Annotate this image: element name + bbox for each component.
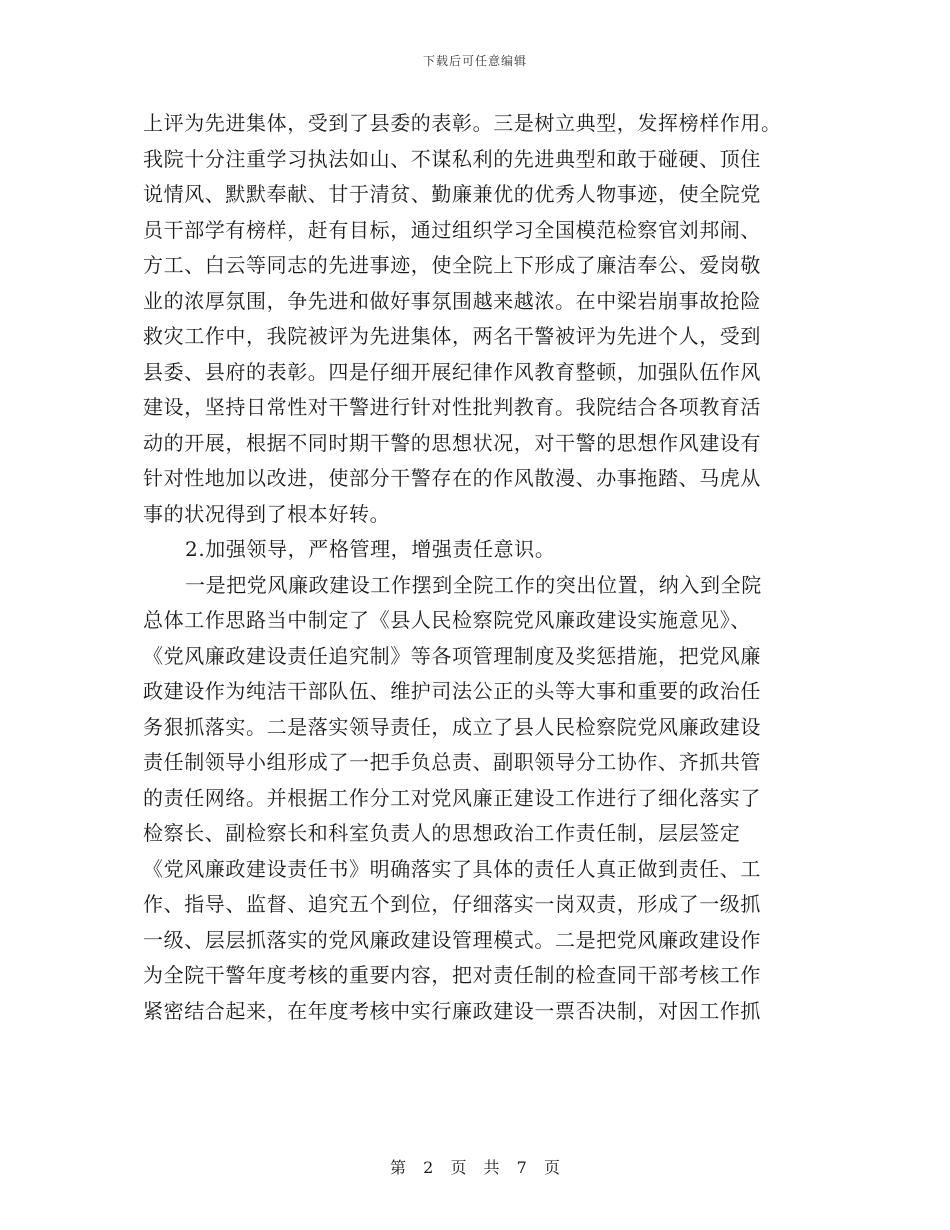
body-line: 员干部学有榜样，赶有目标，通过组织学习全国模范检察官刘邦闹、 [143, 217, 761, 242]
body-line: 《党风廉政建设责任书》明确落实了具体的责任人真正做到责任、工 [143, 856, 761, 881]
footer-prefix: 第 [390, 1158, 407, 1177]
body-line: 政建设作为纯洁干部队伍、维护司法公正的头等大事和重要的政治任 [143, 679, 761, 703]
body-line: 务狠抓落实。二是落实领导责任，成立了县人民检察院党风廉政建设 [143, 714, 761, 739]
section-heading: 2.加强领导，严格管理，增强责任意识。 [185, 537, 556, 561]
body-line: 说情风、默默奉献、甘于清贫、勤廉兼优的优秀人物事迹，使全院党 [143, 182, 761, 206]
header-note: 下载后可任意编辑 [422, 54, 527, 68]
footer-total-word: 共 [483, 1158, 500, 1177]
body-line: 上评为先进集体，受到了县委的表彰。三是树立典型，发挥榜样作用。 [143, 111, 782, 135]
body-line: 救灾工作中，我院被评为先进集体，两名干警被评为先进个人，受到 [143, 324, 761, 348]
footer-page-word: 页 [450, 1158, 467, 1177]
body-line: 为全院干警年度考核的重要内容，把对责任制的检查同干部考核工作 [143, 963, 761, 987]
page-footer [0, 1155, 950, 1178]
current-page-number: 2 [423, 1158, 434, 1177]
body-line: 检察长、副检察长和科室负责人的思想政治工作责任制，层层签定 [143, 821, 741, 845]
body-line: 作、指导、监督、追究五个到位，仔细落实一岗双责，形成了一级抓 [143, 892, 761, 916]
total-pages-number: 7 [516, 1158, 527, 1177]
body-line: 县委、县府的表彰。四是仔细开展纪律作风教育整顿，加强队伍作风 [143, 359, 761, 384]
body-line: 业的浓厚氛围，争先进和做好事氛围越来越浓。在中梁岩崩事故抢险 [143, 288, 761, 313]
body-line: 建设，坚持日常性对干警进行针对性批判教育。我院结合各项教育活 [143, 395, 761, 419]
body-line: 的责任网络。并根据工作分工对党风廉正建设工作进行了细化落实了 [143, 785, 761, 810]
body-line: 事的状况得到了根本好转。 [143, 501, 391, 526]
body-line: 责任制领导小组形成了一把手负总责、副职领导分工协作、齐抓共管 [143, 750, 761, 774]
body-line: 一级、层层抓落实的党风廉政建设管理模式。二是把党风廉政建设作 [143, 927, 761, 952]
footer-suffix: 页 [543, 1158, 560, 1177]
body-line: 一是把党风廉政建设工作摆到全院工作的突出位置，纳入到全院 [185, 572, 762, 597]
document-body [143, 106, 813, 1029]
body-line: 动的开展，根据不同时期干警的思想状况，对干警的思想作风建设有 [143, 430, 761, 455]
body-line: 我院十分注重学习执法如山、不谋私利的先进典型和敢于碰硬、顶住 [143, 146, 761, 171]
body-line: 总体工作思路当中制定了《县人民检察院党风廉政建设实施意见》、 [143, 608, 751, 632]
body-line: 针对性地加以改进，使部分干警存在的作风散漫、办事拖踏、马虎从 [143, 466, 761, 490]
body-line: 《党风廉政建设责任追究制》等各项管理制度及奖惩措施，把党风廉 [143, 643, 761, 668]
body-line: 紧密结合起来，在年度考核中实行廉政建设一票否决制，对因工作抓 [143, 998, 761, 1023]
body-line: 方工、白云等同志的先进事迹，使全院上下形成了廉洁奉公、爱岗敬 [143, 253, 761, 277]
